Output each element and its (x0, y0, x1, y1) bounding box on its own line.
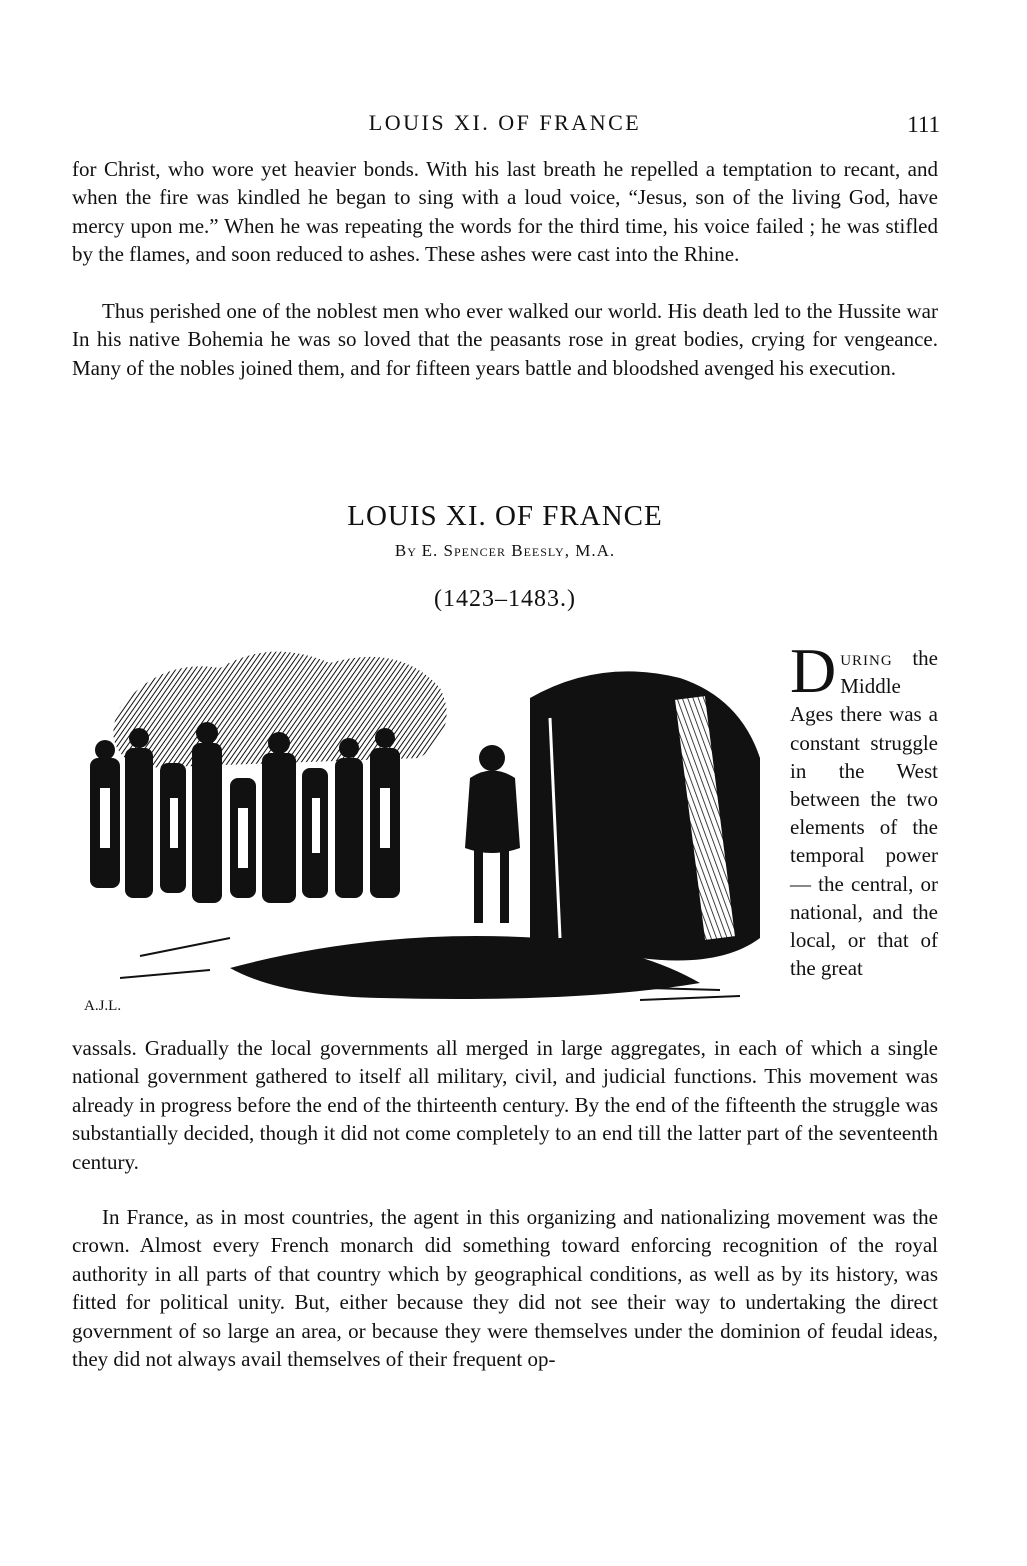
article-continuation: vassals. Gradually the local governments all merged in large aggregates, in each of which a single national government gathered to itself all military, civil, and judicial functions. This movement was already in progress before the end of the thirteenth century. By the end of the fifteenth the struggle was substantially decided, though it did not come completely to an end till the latter part of the seventeenth century. (72, 1036, 938, 1174)
article-paragraph-2: In France, as in most countries, the agent in this organizing and nationalizing movement was the crown. Almost every French monarch did something toward enforcing recognition of the royal authority in all parts of that country which by geographical conditions, as well as by its history, was fitted for political unity. But, either because they did not see their way to undertaking the direct government of so large an area, or because they were themselves under the dominion of feudal ideas, they did not always avail themselves of their frequent op- (72, 1205, 938, 1372)
opening-column (790, 635, 938, 982)
article-title: LOUIS XI. OF FRANCE (347, 500, 663, 532)
running-head (70, 106, 940, 142)
previous-article-paragraph-1: for Christ, who wore yet heavier bonds. With his last breath he repelled a temptation to recant, and when the fire was kindled he began to sing with a loud voice, “Jesus, son of the living God, have mercy upon me.” When he was repeating the words for the third time, his voice failed ; he was stifled by the flames, and soon reduced to ashes. These ashes were cast into the Rhine. (72, 157, 938, 267)
running-title: LOUIS XI. OF FRANCE (368, 110, 642, 135)
artist-mark: A.J.L. (84, 998, 122, 1014)
drop-cap: D (790, 635, 837, 706)
page-number: 111 (907, 112, 940, 137)
author-name: E. Spencer Beesly, M.A. (421, 541, 616, 560)
previous-article-paragraph-2: Thus perished one of the noblest men who ever walked our world. His death led to the Hussite war In his native Bohemia he was so loved that the peasants rose in great bodies, crying for vengeance. Many of the nobles joined them, and for fifteen years battle and bloodshed avenged his execution. (72, 299, 938, 380)
byline-prefix: By (394, 541, 417, 560)
illustration-engraving (80, 638, 770, 1036)
lead-smallcaps: uring (840, 646, 893, 670)
opening-text: the Middle Ages there was a constant struggle in the West between the two elements of the temporal power — the central, or national, and the local, or that of the great (790, 646, 938, 981)
byline (0, 541, 1010, 561)
life-dates: (1423–1483.) (434, 586, 576, 612)
